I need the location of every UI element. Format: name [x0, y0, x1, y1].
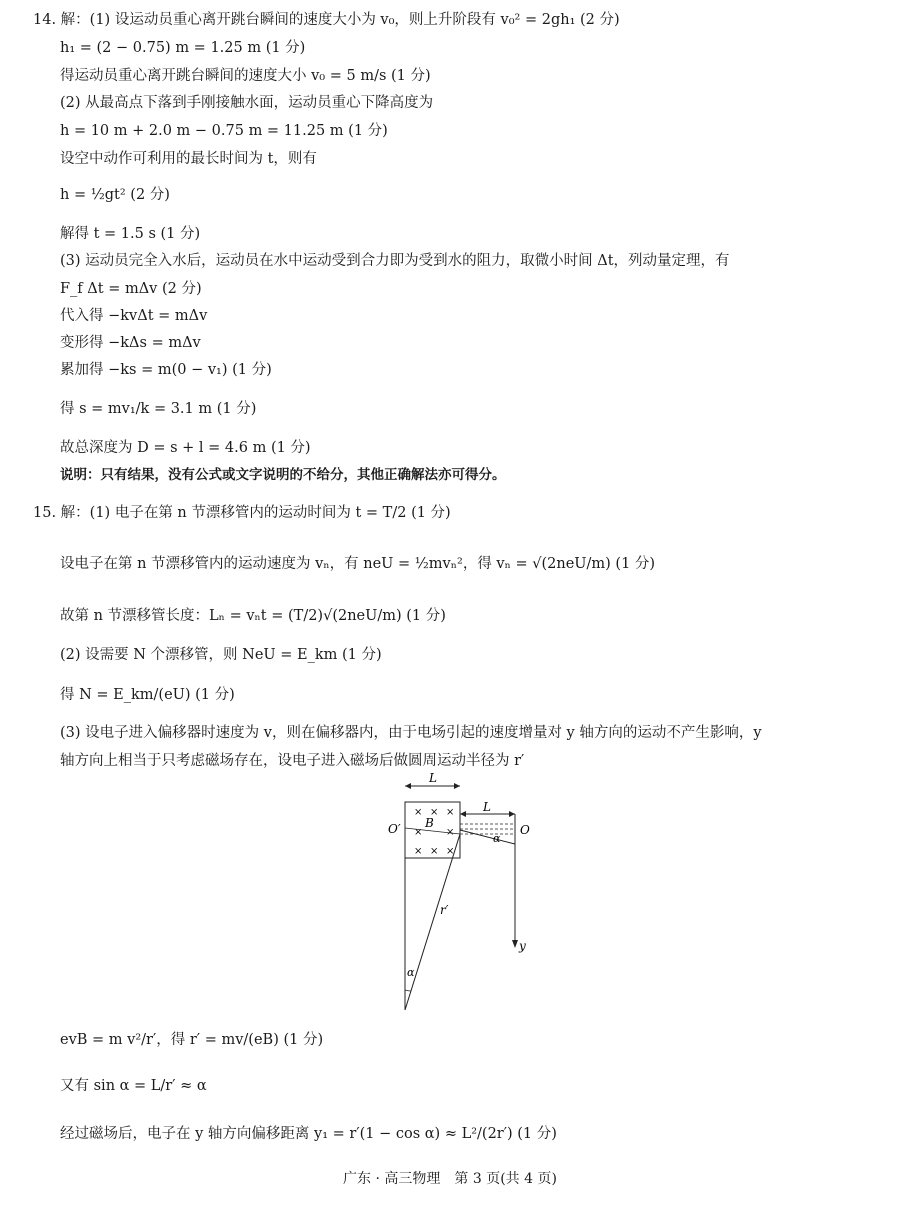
- q14-line-4: (2) 从最高点下落到手刚接触水面，运动员重心下降高度为: [60, 95, 434, 111]
- q15-line-10: 经过磁场后，电子在 y 轴方向偏移距离 y₁ = r′(1 − cos α) ≈ L²/(2r′) (1 分): [60, 1126, 557, 1142]
- q14-line-14: 得 s = mv₁/k = 3.1 m (1 分): [60, 401, 257, 417]
- q14-line-2: h₁ = (2 − 0.75) m = 1.25 m (1 分): [60, 40, 306, 56]
- q15-line-6: (3) 设电子进入偏移器时速度为 v，则在偏移器内，由于电场引起的速度增量对 y 轴方向的运动不产生影响，y: [60, 725, 762, 741]
- field-cross: ×: [414, 807, 423, 818]
- q14-line-1: 14. 解：(1) 设运动员重心离开跳台瞬间的速度大小为 v₀，则上升阶段有 v₀² = 2gh₁ (2 分): [33, 12, 620, 28]
- q15-line-3: 故第 n 节漂移管长度：Lₙ = vₙt = (T/2)√(2neU/m) (1 分): [60, 608, 446, 624]
- point-label-o-prime: O′: [388, 822, 401, 836]
- q15-line-2: 设电子在第 n 节漂移管内的运动速度为 vₙ，有 neU = ½mvₙ²，得 vₙ = √(2neU/m) (1 分): [60, 556, 656, 572]
- q15-line-1: 15. 解：(1) 电子在第 n 节漂移管内的运动时间为 t = T/2 (1 分): [33, 505, 451, 521]
- q15-line-7: 轴方向上相当于只考虑磁场存在，设电子进入磁场后做圆周运动半径为 r′: [60, 753, 525, 769]
- q15-line-5: 得 N = E_km/(eU) (1 分): [60, 687, 235, 703]
- field-label-b: B: [425, 816, 434, 830]
- page-footer: 广东 · 高三物理 第 3 页(共 4 页): [343, 1171, 557, 1187]
- axis-label-y: y: [519, 939, 526, 953]
- point-label-o: O: [520, 823, 530, 837]
- q14-line-13: 累加得 −ks = m(0 − v₁) (1 分): [60, 362, 272, 378]
- q14-line-7: h = ½gt² (2 分): [60, 187, 170, 203]
- angle-label-alpha-right: α: [493, 832, 501, 845]
- field-cross: ×: [446, 807, 455, 818]
- q15-line-8: evB = m v²/r′，得 r′ = mv/(eB) (1 分): [60, 1032, 324, 1048]
- field-cross: ×: [414, 827, 423, 838]
- field-cross: ×: [446, 846, 455, 857]
- q14-line-9: (3) 运动员完全入水后，运动员在水中运动受到合力即为受到水的阻力，取微小时间 Δt，列动量定理，有: [60, 253, 730, 269]
- q15-line-4: (2) 设需要 N 个漂移管，则 NeU = E_km (1 分): [60, 647, 382, 663]
- q14-line-12: 变形得 −kΔs = mΔv: [60, 335, 201, 351]
- radius-label-r-prime: r′: [440, 903, 449, 917]
- field-cross: ×: [430, 846, 439, 857]
- q15-line-9: 又有 sin α = L/r′ ≈ α: [60, 1078, 207, 1094]
- deflector-diagram: [380, 772, 550, 1012]
- q14-line-5: h = 10 m + 2.0 m − 0.75 m = 11.25 m (1 分): [60, 123, 388, 139]
- dimension-label-l-top: L: [429, 772, 437, 785]
- q14-line-15: 故总深度为 D = s + l = 4.6 m (1 分): [60, 440, 311, 456]
- field-cross: ×: [414, 846, 423, 857]
- q14-scoring-note: 说明：只有结果，没有公式或文字说明的不给分，其他正确解法亦可得分。: [60, 467, 506, 483]
- q14-line-3: 得运动员重心离开跳台瞬间的速度大小 v₀ = 5 m/s (1 分): [60, 68, 431, 84]
- field-cross: ×: [430, 807, 439, 818]
- q14-line-6: 设空中动作可利用的最长时间为 t，则有: [60, 151, 317, 167]
- dimension-label-l-right: L: [483, 800, 491, 814]
- field-cross: ×: [446, 827, 455, 838]
- q14-line-10: F_f Δt = mΔv (2 分): [60, 281, 202, 297]
- q14-line-8: 解得 t = 1.5 s (1 分): [60, 226, 201, 242]
- angle-label-alpha-bottom: α: [407, 966, 415, 979]
- q14-line-11: 代入得 −kvΔt = mΔv: [60, 308, 208, 324]
